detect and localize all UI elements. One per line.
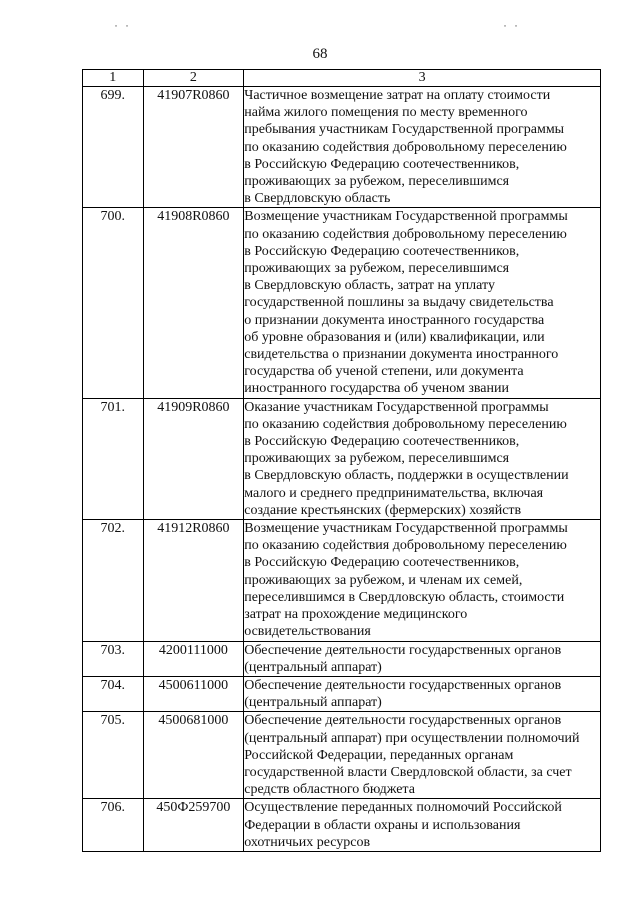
table-row (83, 87, 601, 208)
row-code: 4200111000 (143, 641, 244, 676)
description-line: государства об ученой степени, или документа (244, 364, 524, 380)
description-line: проживающих за рубежом, переселившимся (244, 451, 510, 467)
table-row (83, 712, 601, 799)
description-line: свидетельства о признании документа иностранного (244, 347, 559, 363)
table-header-row (83, 70, 601, 87)
description-line: создание крестьянских (фермерских) хозяйств (244, 502, 522, 518)
row-number: 703. (83, 641, 144, 676)
description-line: (центральный аппарат) при осуществлении полномочий (244, 730, 580, 746)
row-code: 41907R0860 (143, 87, 244, 208)
row-number: 700. (83, 208, 144, 398)
row-description (244, 398, 601, 519)
description-line: малого и среднего предпринимательства, включая (244, 485, 544, 501)
row-number: 705. (83, 712, 144, 799)
row-number: 704. (83, 676, 144, 711)
description-line: иностранного государства об ученом звании (244, 381, 509, 397)
table-row (83, 398, 601, 519)
description-line: Возмещение участникам Государственной программы (244, 209, 568, 225)
description-line: Российской Федерации, переданных органам (244, 747, 514, 763)
description-line: в Российскую Федерацию соотечественников, (244, 434, 520, 450)
description-line: Осуществление переданных полномочий Российской (244, 800, 562, 816)
description-line: найма жилого помещения по месту временного (244, 105, 528, 121)
table-row (83, 676, 601, 711)
description-line: Обеспечение деятельности государственных органов (244, 677, 562, 693)
description-line: Оказание участникам Государственной программы (244, 399, 549, 415)
description-line: государственной власти Свердловской области, за счет (244, 764, 572, 780)
column-header-code: 2 (143, 70, 244, 87)
description-line: проживающих за рубежом, переселившимся (244, 174, 510, 190)
document-table (82, 69, 601, 852)
table-body (83, 87, 601, 852)
description-line: проживающих за рубежом, и членам их семей, (244, 572, 523, 588)
description-line: (центральный аппарат) (244, 695, 382, 711)
description-line: по оказанию содействия добровольному переселению (244, 538, 567, 554)
row-description (244, 799, 601, 852)
description-line: охотничьих ресурсов (244, 834, 371, 850)
description-line: освидетельствования (244, 624, 371, 640)
description-line: Обеспечение деятельности государственных органов (244, 642, 562, 658)
description-line: в Российскую Федерацию соотечественников, (244, 243, 520, 259)
row-code: 450Ф259700 (143, 799, 244, 852)
description-line: об уровне образования и (или) квалификации, или (244, 329, 545, 345)
description-line: государственной пошлины за выдачу свидетельства (244, 295, 554, 311)
description-line: Возмещение участникам Государственной программы (244, 521, 568, 537)
description-line: в Российскую Федерацию соотечественников, (244, 555, 520, 571)
description-line: проживающих за рубежом, переселившимся (244, 261, 510, 277)
column-header-number: 1 (83, 70, 144, 87)
description-line: по оказанию содействия добровольному переселению (244, 226, 567, 242)
row-code: 41912R0860 (143, 520, 244, 641)
description-line: Федерации в области охраны и использования (244, 817, 521, 833)
description-line: переселившимся в Свердловскую область, стоимости (244, 589, 565, 605)
row-description (244, 712, 601, 799)
description-line: затрат на прохождение медицинского (244, 607, 468, 623)
description-line: о признании документа иностранного государства (244, 312, 545, 328)
description-line: в Свердловскую область, поддержки в осуществлении (244, 468, 569, 484)
row-description (244, 208, 601, 398)
row-code: 4500681000 (143, 712, 244, 799)
row-description (244, 641, 601, 676)
description-line: Частичное возмещение затрат на оплату стоимости (244, 88, 551, 103)
row-description (244, 520, 601, 641)
table-row (83, 799, 601, 852)
row-number: 699. (83, 87, 144, 208)
description-line: (центральный аппарат) (244, 659, 382, 675)
description-line: в Российскую Федерацию соотечественников, (244, 156, 520, 172)
page-number: 68 (312, 46, 328, 62)
row-number: 706. (83, 799, 144, 852)
row-code: 4500611000 (143, 676, 244, 711)
column-header-description: 3 (244, 70, 601, 87)
row-code: 41909R0860 (143, 398, 244, 519)
table-row (83, 641, 601, 676)
description-line: по оказанию содействия добровольному переселению (244, 416, 567, 432)
description-line: средств областного бюджета (244, 782, 415, 798)
scan-mark-left: ˙ ˙ (114, 22, 131, 36)
row-number: 701. (83, 398, 144, 519)
description-line: в Свердловскую область, затрат на уплату (244, 278, 495, 294)
row-description (244, 676, 601, 711)
description-line: Обеспечение деятельности государственных органов (244, 713, 562, 729)
row-description (244, 87, 601, 208)
table-row (83, 520, 601, 641)
table-row (83, 208, 601, 398)
scan-mark-right: ˙ ˙ (503, 22, 520, 36)
description-line: пребывания участникам Государственной программы (244, 122, 565, 138)
description-line: по оказанию содействия добровольному переселению (244, 139, 567, 155)
description-line: в Свердловскую область (244, 191, 391, 207)
row-code: 41908R0860 (143, 208, 244, 398)
row-number: 702. (83, 520, 144, 641)
